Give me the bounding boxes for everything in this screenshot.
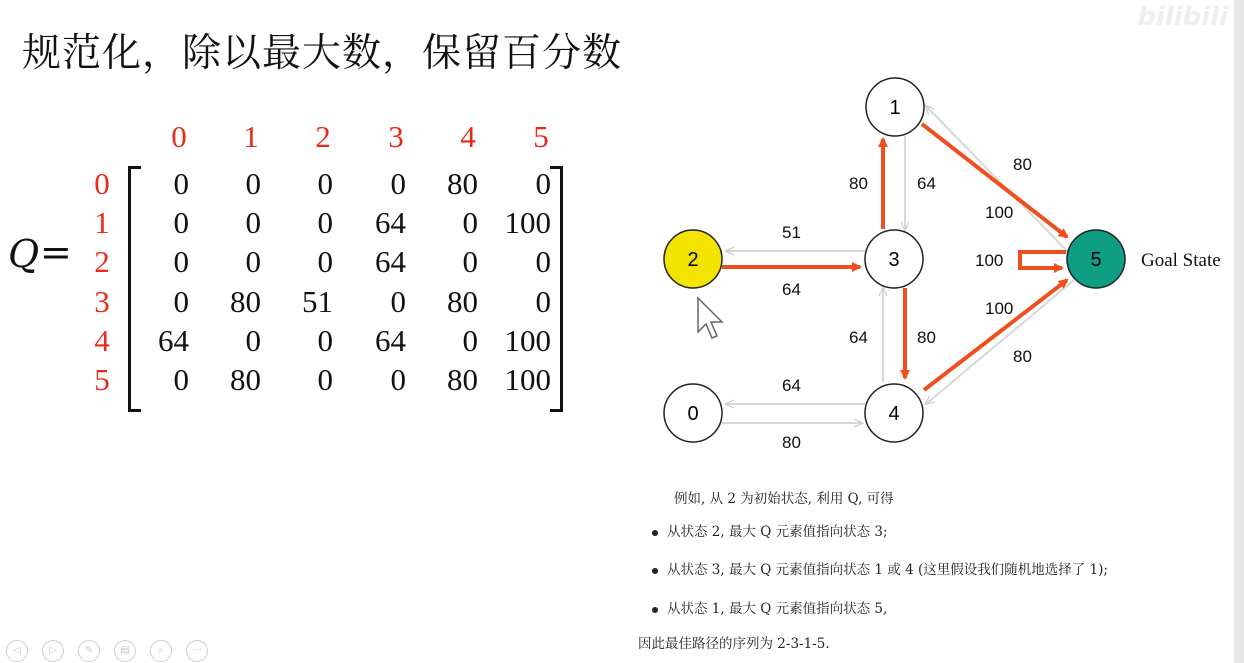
- node-4: [865, 384, 923, 442]
- prev-icon[interactable]: ◁: [6, 640, 28, 662]
- matrix-cell: 0: [173, 244, 189, 279]
- matrix-cell: 0: [390, 166, 406, 201]
- edge-5-1: [926, 106, 1068, 252]
- notes-conclusion: 因此最佳路径的序列为 2-3-1-5.: [638, 636, 830, 652]
- goal-state-label: Goal State: [1141, 250, 1221, 271]
- matrix-cell: 51: [302, 284, 333, 319]
- node-1-label: 1: [889, 97, 901, 119]
- matrix-cell: 0: [317, 205, 333, 240]
- pen-icon[interactable]: ✎: [78, 640, 100, 662]
- bullet-text: 从状态 1, 最大 Q 元素值指向状态 5,: [667, 601, 888, 617]
- label-4-5: 100: [985, 299, 1014, 318]
- bullet-text: 从状态 2, 最大 Q 元素值指向状态 3;: [667, 524, 888, 540]
- label-2-3: 64: [782, 280, 801, 299]
- bullet-item: [652, 597, 887, 617]
- matrix-cell: 0: [317, 323, 333, 358]
- bilibili-watermark: bilibili: [1137, 2, 1228, 32]
- matrix-cell: 80: [447, 362, 478, 397]
- matrix-row-header: 3: [94, 284, 110, 319]
- label-4-3: 64: [849, 328, 868, 347]
- play-icon[interactable]: ▷: [42, 640, 64, 662]
- label-0-4: 80: [782, 433, 801, 452]
- edge-4-5: [924, 280, 1067, 390]
- matrix-col-header: 0: [171, 119, 187, 154]
- matrix-cell: 64: [375, 323, 406, 358]
- label-1-5-outer: 80: [1013, 155, 1032, 174]
- mouse-cursor-icon: [696, 296, 726, 342]
- matrix-cell: 0: [317, 244, 333, 279]
- matrix-cell: 0: [535, 284, 551, 319]
- notes-intro: 例如, 从 2 为初始状态, 利用 Q, 可得: [674, 491, 894, 507]
- label-5-5: 100: [975, 251, 1004, 270]
- node-3: [865, 230, 923, 288]
- label-4-0: 64: [782, 376, 801, 395]
- slide-title: 规范化，除以最大数，保留百分数: [22, 31, 623, 76]
- matrix-cell: 0: [245, 323, 261, 358]
- bullet-item: [652, 558, 1108, 578]
- node-5-label: 5: [1090, 249, 1102, 271]
- matrix-cell: 0: [462, 244, 478, 279]
- node-0-label: 0: [687, 403, 699, 425]
- matrix-cell: 64: [375, 205, 406, 240]
- matrix-cell: 64: [375, 244, 406, 279]
- matrix-cell: 64: [158, 323, 189, 358]
- matrix-col-header: 3: [388, 119, 404, 154]
- matrix-cell: 0: [173, 362, 189, 397]
- matrix-cell: 0: [462, 205, 478, 240]
- matrix-cell: 0: [173, 284, 189, 319]
- label-3-4: 80: [917, 328, 936, 347]
- matrix-row-header: 5: [94, 362, 110, 397]
- matrix-cell: 0: [173, 205, 189, 240]
- node-2-label: 2: [687, 249, 699, 271]
- matrix-cell: 0: [245, 166, 261, 201]
- bullet-dot: [652, 568, 658, 574]
- node-4-label: 4: [888, 403, 900, 425]
- matrix-cell: 80: [447, 166, 478, 201]
- label-3-2: 51: [782, 223, 801, 242]
- label-1-3: 64: [917, 174, 936, 193]
- matrix-col-header: 2: [315, 119, 331, 154]
- node-0: [664, 384, 722, 442]
- matrix-cell: 80: [230, 362, 261, 397]
- matrix-cell: 0: [245, 205, 261, 240]
- matrix-cell: 0: [390, 284, 406, 319]
- matrix-cell: 100: [504, 323, 551, 358]
- matrix-row-header: 2: [94, 244, 110, 279]
- matrix-cell: 80: [447, 284, 478, 319]
- matrix-cell: 100: [504, 205, 551, 240]
- matrix-cell: 0: [173, 166, 189, 201]
- bullet-item: [652, 520, 888, 540]
- matrix-cell: 0: [245, 244, 261, 279]
- matrix-col-header: 4: [460, 119, 476, 154]
- bullet-dot: [652, 530, 658, 536]
- matrix-row-header: 0: [94, 166, 110, 201]
- matrix-cell: 0: [390, 362, 406, 397]
- node-3-label: 3: [888, 249, 900, 271]
- node-5: [1067, 230, 1125, 288]
- matrix-cell: 0: [535, 244, 551, 279]
- matrix-cell: 0: [535, 166, 551, 201]
- matrix-cell: 100: [504, 362, 551, 397]
- label-1-5: 100: [985, 203, 1014, 222]
- bullet-dot: [652, 607, 658, 613]
- zoom-icon[interactable]: ⌕: [150, 640, 172, 662]
- matrix-equals: =: [40, 230, 72, 274]
- bullet-text: 从状态 3, 最大 Q 元素值指向状态 1 或 4 (这里假设我们随机地选择了 1);: [667, 562, 1108, 578]
- edge-5-5: [1020, 252, 1066, 268]
- more-icon[interactable]: ···: [186, 640, 208, 662]
- matrix-col-header: 1: [243, 119, 259, 154]
- matrix-cell: 0: [462, 323, 478, 358]
- label-5-4: 80: [1013, 347, 1032, 366]
- copy-icon[interactable]: ▤: [114, 640, 136, 662]
- matrix-cell: 80: [230, 284, 261, 319]
- matrix-row-header: 1: [94, 205, 110, 240]
- matrix-cell: 0: [317, 362, 333, 397]
- matrix-row-header: 4: [94, 323, 110, 358]
- matrix-cell: 0: [317, 166, 333, 201]
- matrix-col-header: 5: [533, 119, 549, 154]
- label-3-1: 80: [849, 174, 868, 193]
- matrix-symbol: Q: [8, 232, 40, 276]
- node-1: [866, 78, 924, 136]
- node-2: [664, 230, 722, 288]
